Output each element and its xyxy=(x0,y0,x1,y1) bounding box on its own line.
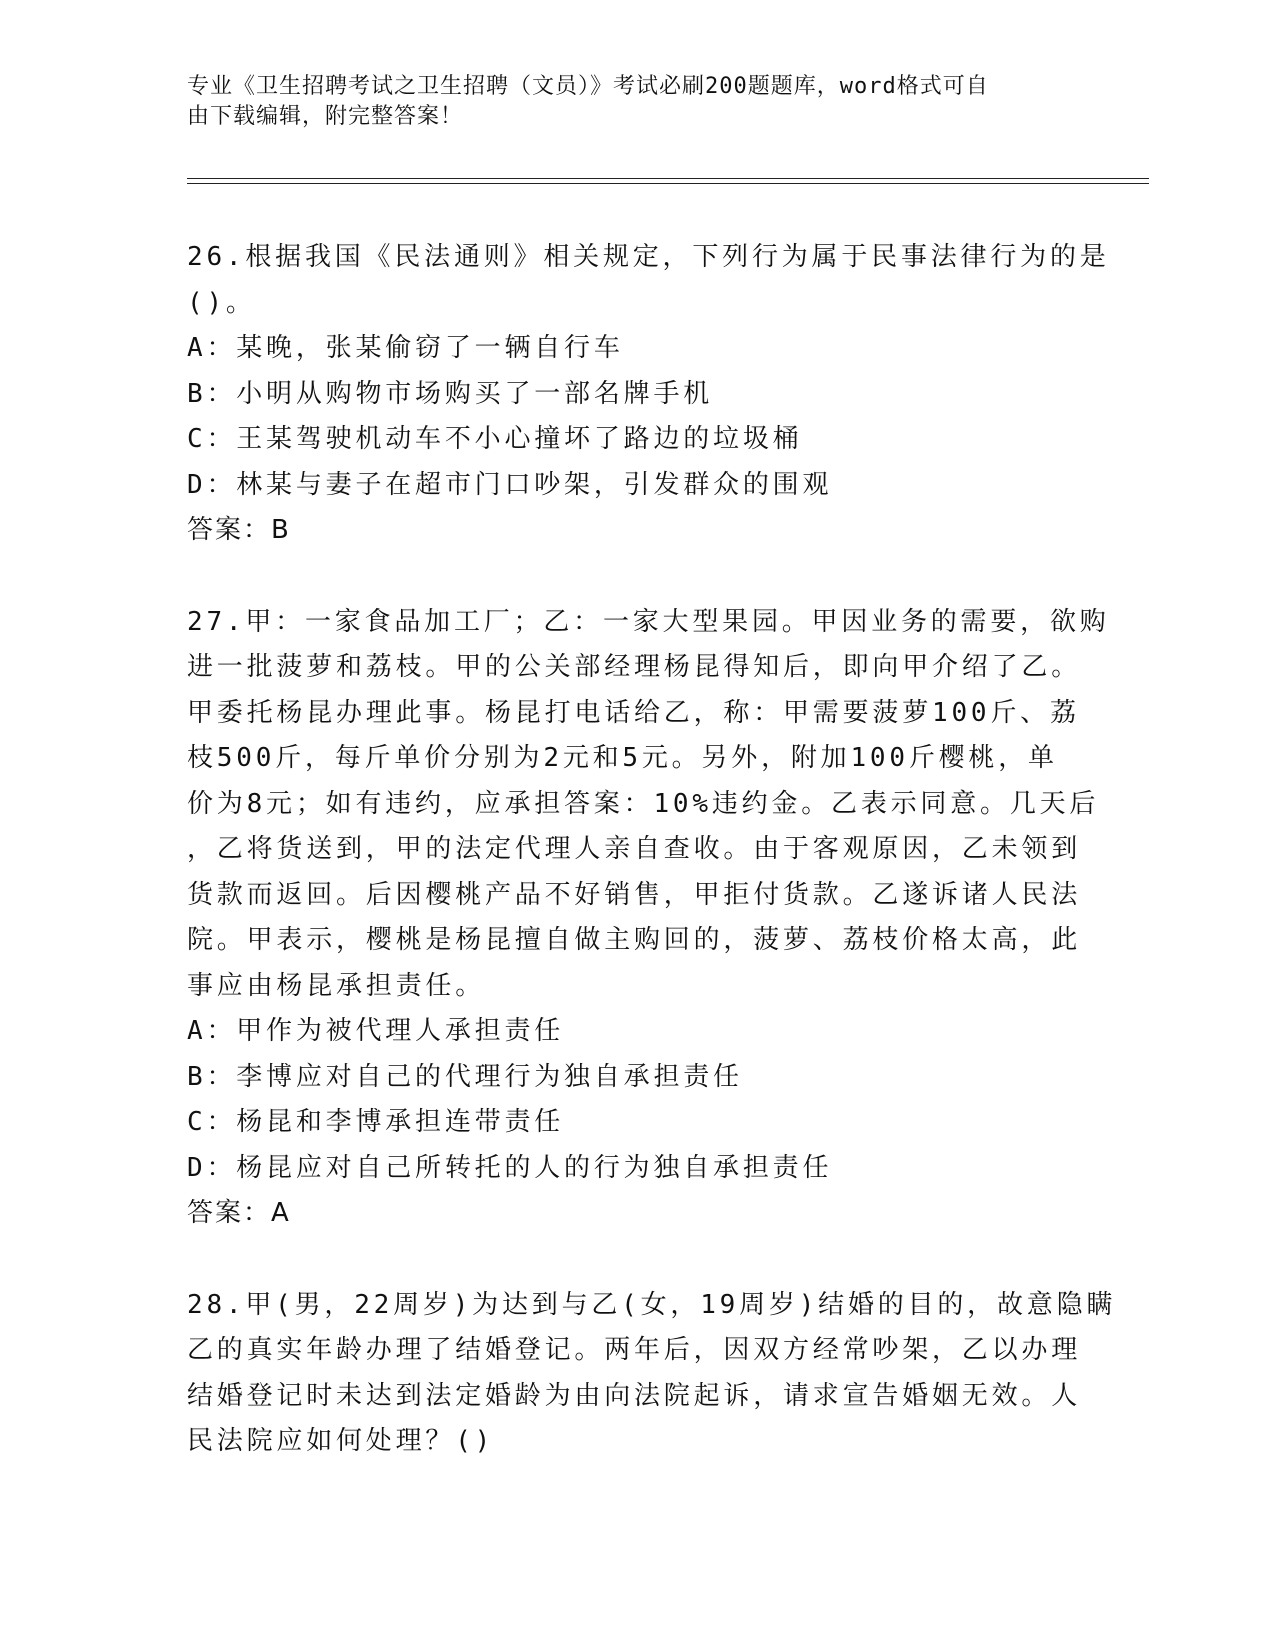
question-26 xyxy=(187,235,1110,554)
question-stem-line: 27.甲：一家食品加工厂；乙：一家大型果园。甲因业务的需要，欲购 xyxy=(187,606,1110,637)
question-28 xyxy=(187,1283,1117,1465)
header-divider-top xyxy=(187,178,1149,179)
option-b: B：小明从购物市场购买了一部名牌手机 xyxy=(187,378,714,409)
header-line-2: 由下载编辑，附完整答案！ xyxy=(187,104,464,129)
answer-label: 答案：A xyxy=(187,1198,291,1228)
question-stem-line: ()。 xyxy=(187,287,256,318)
option-b: B：李博应对自己的代理行为独自承担责任 xyxy=(187,1061,743,1092)
question-stem-line: 28.甲(男，22周岁)为达到与乙(女，19周岁)结婚的目的，故意隐瞒 xyxy=(187,1289,1117,1320)
option-c: C：杨昆和李博承担连带责任 xyxy=(187,1107,565,1137)
question-stem-line: 事应由杨昆承担责任。 xyxy=(187,970,486,1001)
question-stem-line: ，乙将货送到，甲的法定代理人亲自查收。由于客观原因，乙未领到 xyxy=(187,834,1082,864)
option-c: C：王某驾驶机动车不小心撞坏了路边的垃圾桶 xyxy=(187,424,803,454)
option-a: A：某晚，张某偷窃了一辆自行车 xyxy=(187,333,624,363)
question-stem-line: 价为8元；如有违约，应承担答案：10%违约金。乙表示同意。几天后 xyxy=(187,788,1100,819)
question-stem-line: 货款而返回。后因樱桃产品不好销售，甲拒付货款。乙遂诉诸人民法 xyxy=(187,879,1082,910)
header-divider-bottom xyxy=(187,183,1149,184)
question-stem-line: 结婚登记时未达到法定婚龄为由向法院起诉，请求宣告婚姻无效。人 xyxy=(187,1380,1082,1411)
option-d: D：杨昆应对自己所转托的人的行为独自承担责任 xyxy=(187,1152,833,1183)
question-stem-line: 甲委托杨昆办理此事。杨昆打电话给乙，称：甲需要菠萝100斤、荔 xyxy=(187,697,1080,728)
question-stem-line: 26.根据我国《民法通则》相关规定，下列行为属于民事法律行为的是 xyxy=(187,242,1110,272)
question-stem-line: 进一批菠萝和荔枝。甲的公关部经理杨昆得知后，即向甲介绍了乙。 xyxy=(187,652,1082,682)
header-line-1: 专业《卫生招聘考试之卫生招聘（文员）》考试必刷200题题库，word格式可自 xyxy=(187,74,989,99)
answer-label: 答案：B xyxy=(187,515,291,545)
option-a: A：甲作为被代理人承担责任 xyxy=(187,1016,565,1046)
question-stem-line: 枝500斤，每斤单价分别为2元和5元。另外，附加100斤樱桃，单 xyxy=(187,743,1058,773)
question-list xyxy=(187,235,1117,1511)
question-stem-line: 民法院应如何处理？() xyxy=(187,1426,495,1456)
option-d: D：林某与妻子在超市门口吵架，引发群众的围观 xyxy=(187,469,833,500)
question-stem-line: 院。甲表示，樱桃是杨昆擅自做主购回的，菠萝、荔枝价格太高，此 xyxy=(187,925,1082,955)
question-27 xyxy=(187,600,1110,1237)
question-stem-line: 乙的真实年龄办理了结婚登记。两年后，因双方经常吵架，乙以办理 xyxy=(187,1335,1082,1365)
document-header xyxy=(187,72,1087,132)
